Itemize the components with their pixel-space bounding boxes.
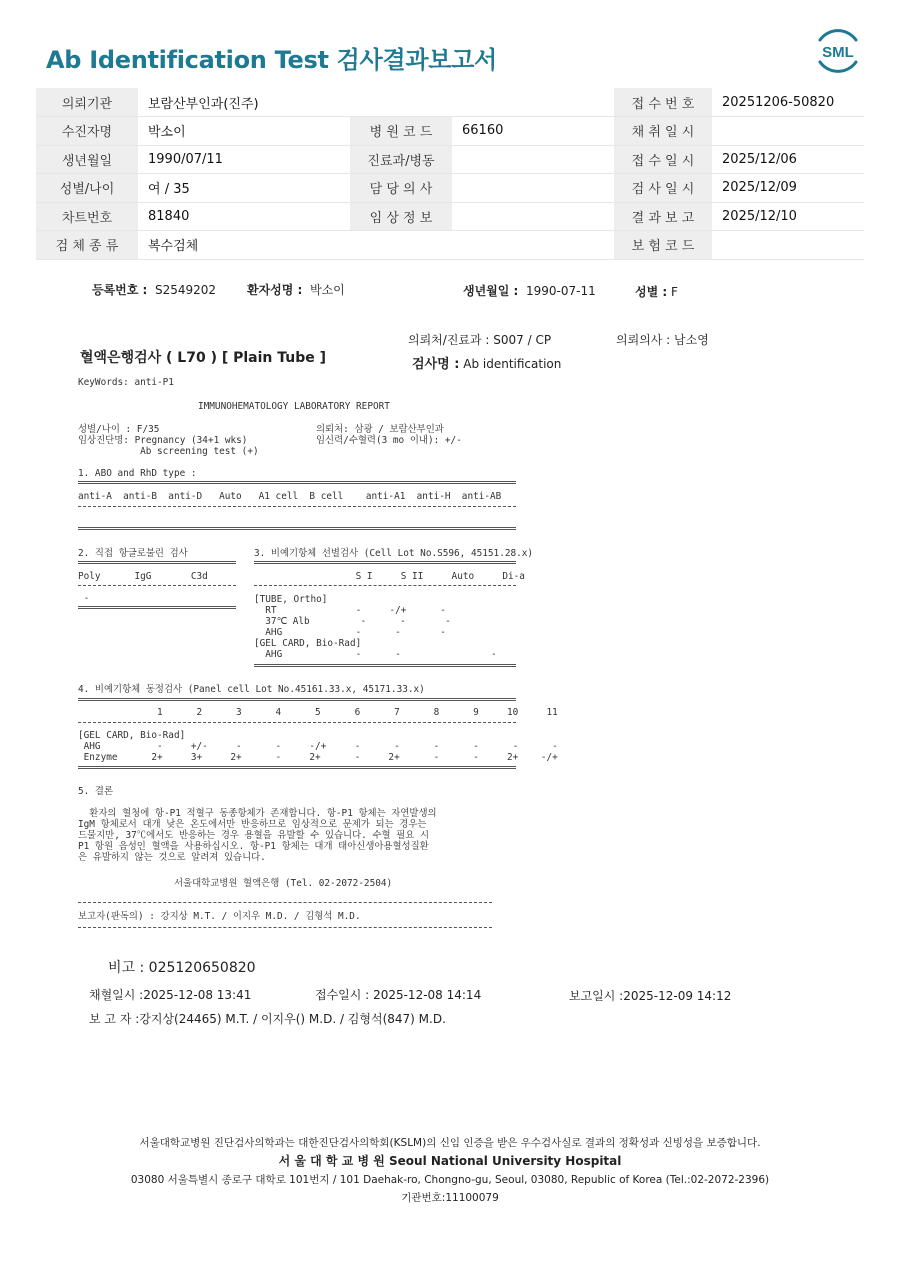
test-name: 검사명 : Ab identification — [412, 357, 562, 372]
table-row — [36, 231, 864, 260]
info-value: 2025/12/09 — [712, 174, 864, 203]
collection-time: 채혈일시 :2025-12-08 13:41 — [89, 988, 252, 1002]
section5-title: 5. 결론 — [78, 786, 114, 797]
table-row — [36, 174, 864, 203]
test-category-title: 혈액은행검사 ( L70 ) [ Plain Tube ] — [80, 350, 327, 366]
screening-row: RT - -/+ - — [254, 605, 446, 616]
table-row — [36, 202, 864, 231]
sml-logo-icon — [812, 26, 864, 76]
sml-logo — [812, 26, 864, 76]
logo-text: SML — [822, 44, 854, 61]
info-label: 수진자명 — [36, 117, 138, 146]
info-value: 66160 — [452, 117, 614, 146]
info-label: 임 상 정 보 — [350, 202, 452, 231]
panel-row: [GEL CARD, Bio-Rad] — [78, 730, 186, 741]
clinical-diagnosis-2: Ab screening test (+) — [78, 446, 259, 457]
info-label: 접 수 일 시 — [614, 145, 712, 174]
dat-columns: Poly IgG C3d — [78, 571, 208, 582]
info-value: 1990/07/11 — [138, 145, 350, 174]
divider — [78, 527, 516, 530]
screening-row: [TUBE, Ortho] — [254, 594, 328, 605]
divider — [254, 664, 516, 667]
info-value — [452, 202, 614, 231]
conclusion-line: 드물지만, 37℃에서도 반응하는 경우 용혈을 유발할 수 있습니다. 수혈 필요 시 — [78, 830, 430, 841]
keywords: KeyWords: anti-P1 — [78, 377, 174, 388]
info-label: 채 취 일 시 — [614, 117, 712, 146]
screening-row: 37℃ Alb - - - — [254, 616, 451, 627]
patient-info-table — [36, 88, 864, 260]
screening-row: [GEL CARD, Bio-Rad] — [254, 638, 362, 649]
info-value — [712, 117, 864, 146]
info-value: 박소이 — [138, 117, 350, 146]
info-value — [452, 145, 614, 174]
registration-number: 등록번호 : S2549202 — [92, 283, 217, 297]
info-label: 의뢰기관 — [36, 88, 138, 117]
divider — [78, 606, 236, 609]
table-row — [36, 117, 864, 146]
patient-name: 환자성명 : 박소이 — [247, 283, 345, 297]
panel-row: Enzyme 2+ 3+ 2+ - 2+ - 2+ - - 2+ -/+ — [78, 752, 558, 763]
sex: 성별 : F — [635, 285, 678, 299]
panel-row: AHG - +/- - - -/+ - - - - - - — [78, 741, 558, 752]
conclusion-line: IgM 항체로서 대개 낮은 온도에서만 반응하므로 임상적으로 문제가 되는 경우는 — [78, 819, 427, 830]
info-value: 보람산부인과(진주) — [138, 88, 614, 117]
info-label: 결 과 보 고 — [614, 202, 712, 231]
ordering-doctor: 의뢰의사 : 남소영 — [616, 333, 709, 347]
section2-title: 2. 직접 항글로불린 검사 — [78, 548, 188, 559]
divider — [254, 585, 516, 586]
info-value: 81840 — [138, 202, 350, 231]
screening-columns: S I S II Auto Di-a — [254, 571, 525, 582]
info-label: 차트번호 — [36, 202, 138, 231]
info-value: 20251206-50820 — [712, 88, 864, 117]
patient-sex-age: 성별/나이 : F/35 — [78, 424, 160, 435]
screening-row: AHG - - - — [254, 627, 446, 638]
info-label: 접 수 번 호 — [614, 88, 712, 117]
divider — [78, 698, 516, 701]
divider — [78, 902, 492, 903]
info-label: 보 험 코 드 — [614, 231, 712, 260]
divider — [78, 722, 516, 723]
info-label: 검 체 종 류 — [36, 231, 138, 260]
info-label: 진료과/병동 — [350, 145, 452, 174]
receipt-time: 접수일시 : 2025-12-08 14:14 — [315, 988, 482, 1002]
info-value: 2025/12/10 — [712, 202, 864, 231]
divider — [78, 766, 516, 769]
table-row — [36, 145, 864, 174]
info-value — [452, 174, 614, 203]
lab-report-header: IMMUNOHEMATOLOGY LABORATORY REPORT — [198, 401, 390, 412]
info-label: 생년월일 — [36, 145, 138, 174]
dat-values: - — [78, 593, 90, 604]
info-value: 2025/12/06 — [712, 145, 864, 174]
divider — [254, 561, 516, 564]
divider — [78, 585, 236, 586]
table-row — [36, 88, 864, 117]
divider — [78, 481, 516, 484]
pregnancy-transfusion-history: 임신력/수혈력(3 mo 이내): +/- — [316, 435, 462, 446]
info-label: 검 사 일 시 — [614, 174, 712, 203]
info-value: 여 / 35 — [138, 174, 350, 203]
info-label: 병 원 코 드 — [350, 117, 452, 146]
section1-title: 1. ABO and RhD type : — [78, 468, 197, 479]
section3-title: 3. 비예기항체 선별검사 (Cell Lot No.S596, 45151.28.x) — [254, 548, 534, 559]
conclusion-line: 은 유발하지 않는 것으로 알려져 있습니다. — [78, 852, 266, 863]
note: 비고 : 025120650820 — [108, 960, 256, 976]
conclusion-line: P1 항원 음성인 혈액을 사용하십시오. 항-P1 항체는 대개 태아신생아용혈성질환 — [78, 841, 429, 852]
info-label: 성별/나이 — [36, 174, 138, 203]
panel-columns: 1 2 3 4 5 6 7 8 9 10 11 — [78, 707, 558, 718]
abo-rhd-columns: anti-A anti-B anti-D Auto A1 cell B cell anti-A1 anti-H anti-AB — [78, 491, 502, 502]
report-time: 보고일시 :2025-12-09 14:12 — [569, 989, 732, 1003]
reporters: 보고자(판독의) : 강지상 M.T. / 이지우 M.D. / 김형석 M.D. — [78, 911, 361, 922]
department: 의뢰처/진료과 : S007 / CP — [408, 333, 552, 347]
info-label: 담 당 의 사 — [350, 174, 452, 203]
info-value — [712, 231, 864, 260]
section4-title: 4. 비예기항체 동정검사 (Panel cell Lot No.45161.33.x, 45171.33.x) — [78, 684, 425, 695]
report-title: Ab Identification Test 검사결과보고서 — [46, 46, 497, 74]
birth-date: 생년월일 : 1990-07-11 — [463, 284, 596, 298]
hospital-name: 서 울 대 학 교 병 원 Seoul National University Hospital — [278, 1154, 622, 1168]
divider — [78, 927, 492, 928]
certification-note: 서울대학교병원 진단검사의학과는 대한진단검사의학회(KSLM)의 신임 인증을 받은 우수검사실로 결과의 정확성과 신빙성을 보증합니다. — [139, 1137, 761, 1149]
divider — [78, 506, 516, 507]
screening-row: AHG - - - — [254, 649, 497, 660]
referring-institution: 의뢰처: 삼광 / 보람산부인과 — [316, 424, 444, 435]
divider — [78, 561, 236, 564]
conclusion-line: 환자의 혈청에 항-P1 적혈구 동종항체가 존재합니다. 항-P1 항체는 자연발생의 — [78, 808, 437, 819]
hospital-address: 03080 서울특별시 종로구 대학로 101번지 / 101 Daehak-ro, Chongno-gu, Seoul, 03080, Republic of Korea (Tel.:02-2072-2396) — [130, 1174, 770, 1186]
clinical-diagnosis: 임상진단명: Pregnancy (34+1 wks) — [78, 435, 248, 446]
blood-bank-contact: 서울대학교병원 혈액은행 (Tel. 02-2072-2504) — [174, 878, 393, 889]
institution-number: 기관번호:11100079 — [401, 1192, 499, 1204]
info-value: 복수검체 — [138, 231, 614, 260]
reporter: 보 고 자 :강지상(24465) M.T. / 이지우() M.D. / 김형석(847) M.D. — [89, 1012, 446, 1026]
